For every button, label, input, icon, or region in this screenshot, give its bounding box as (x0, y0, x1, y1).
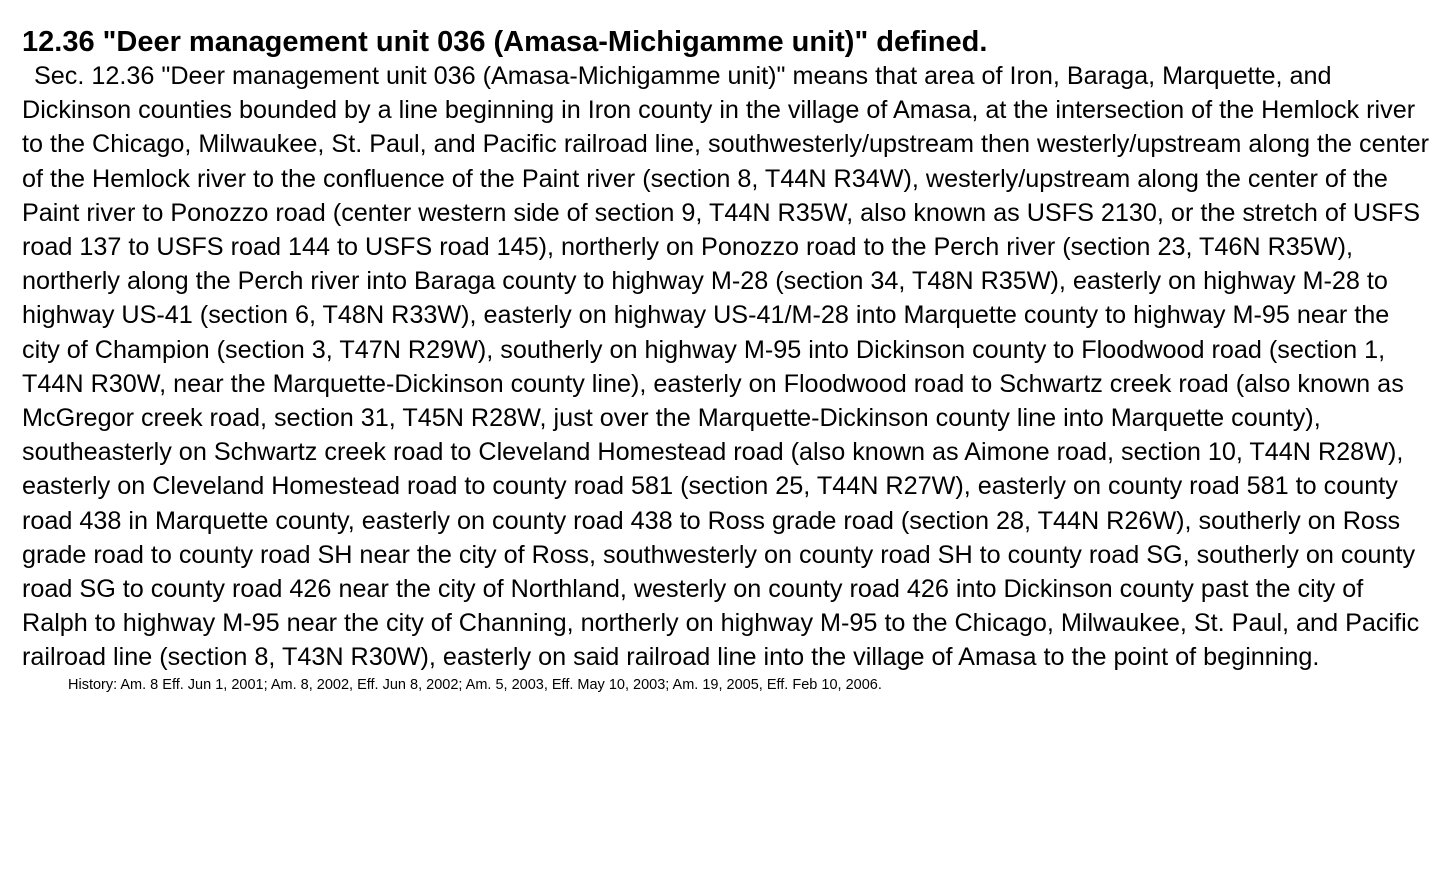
section-heading: 12.36 "Deer management unit 036 (Amasa-Michigamme unit)" defined. (22, 26, 988, 58)
section-body: Sec. 12.36 "Deer management unit 036 (Amasa-Michigamme unit)" means that area of Iron, Baraga, Marquette, and Dickinson counties bounded by a line beginning in Iron county in the village of Amasa, at the intersection of the Hemlock river to the Chicago, Milwaukee, St. Paul, and Pacific railroad line, southwesterly/upstream then westerly/upstream along the center of the Hemlock river to the confluence of the Paint river (section 8, T44N R34W), westerly/upstream along the center of the Paint river to Ponozzo road (center western side of section 9, T44N R35W, also known as USFS 2130, or the stretch of USFS road 137 to USFS road 144 to USFS road 145), northerly on Ponozzo road to the Perch river (section 23, T46N R35W), northerly along the Perch river into Baraga county to highway M-28 (section 34, T48N R35W), easterly on highway M-28 to highway US-41 (section 6, T48N R33W), easterly on highway US-41/M-28 into Marquette county to highway M-95 near the city of Champion (section 3, T47N R29W), southerly on highway M-95 into Dickinson county to Floodwood road (section 1, T44N R30W, near the Marquette-Dickinson county line), easterly on Floodwood road to Schwartz creek road (also known as McGregor creek road, section 31, T45N R28W, just over the Marquette-Dickinson county line into Marquette county), southeasterly on Schwartz creek road to Cleveland Homestead road (also known as Aimone road, section 10, T44N R28W), easterly on Cleveland Homestead road to county road 581 (section 25, T44N R27W), easterly on county road 581 to county road 438 in Marquette county, easterly on county road 438 to Ross grade road (section 28, T44N R26W), southerly on Ross grade road to county road SH near the city of Ross, southwesterly on county road SH to county road SG, southerly on county road SG to county road 426 near the city of Northland, westerly on county road 426 into Dickinson county past the city of Ralph to highway M-95 near the city of Channing, northerly on highway M-95 to the Chicago, Milwaukee, St. Paul, and Pacific railroad line (section 8, T43N R30W), easterly on said railroad line into the village of Amasa to the point of beginning. (22, 62, 1430, 672)
history-note: History: Am. 8 Eff. Jun 1, 2001; Am. 8, 2002, Eff. Jun 8, 2002; Am. 5, 2003, Eff. May 10, 2003; Am. 19, 2005, Eff. Feb 10, 2006. (68, 676, 882, 693)
document (22, 25, 1437, 695)
